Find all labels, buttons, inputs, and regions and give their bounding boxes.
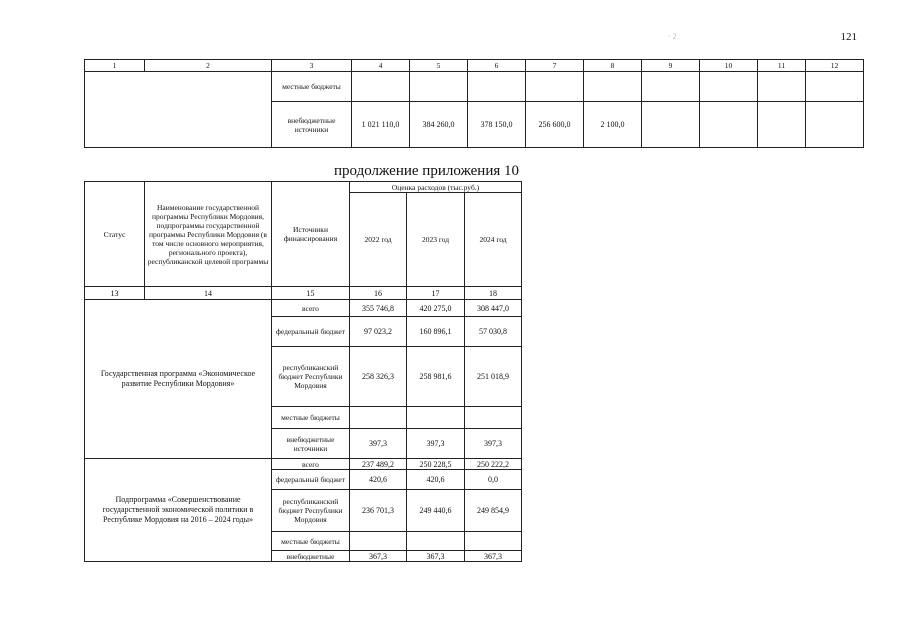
empty-merged-cell — [85, 72, 272, 148]
year-header: 2023 год — [407, 193, 465, 287]
col-number: 11 — [758, 60, 806, 72]
col-number: 10 — [700, 60, 758, 72]
value-cell — [700, 102, 758, 148]
col-number: 5 — [410, 60, 468, 72]
value-cell — [352, 72, 410, 102]
value-cell — [350, 532, 407, 551]
source-cell: местные бюджеты — [272, 532, 350, 551]
source-cell: всего — [272, 300, 350, 317]
source-cell: федеральный бюджет — [272, 470, 350, 490]
col-number: 1 — [85, 60, 145, 72]
name-header: Наименование государственной программы Республики Мордовия, подпрограммы государственной программы Республики Мордовия (в том числе основного мероприятия, регионального проекта), республиканской целевой программы — [145, 182, 272, 287]
value-cell: 250 222,2 — [465, 459, 522, 470]
value-cell — [806, 72, 864, 102]
value-cell: 367,3 — [350, 551, 407, 562]
value-cell — [407, 532, 465, 551]
col-number: 16 — [350, 287, 407, 300]
value-cell — [468, 72, 526, 102]
value-cell: 1 021 110,0 — [352, 102, 410, 148]
page-number: 121 — [840, 31, 857, 43]
source-cell: федеральный бюджет — [272, 317, 350, 347]
col-number-row — [85, 287, 522, 300]
top-table — [84, 59, 864, 148]
source-cell: всего — [272, 459, 350, 470]
value-cell — [465, 407, 522, 429]
value-cell: 57 030,8 — [465, 317, 522, 347]
col-number: 12 — [806, 60, 864, 72]
program-name-cell: Государственная программа «Экономическое развитие Республики Мордовия» — [85, 300, 272, 459]
value-cell — [350, 407, 407, 429]
subprogram-name-cell: Подпрограмма «Совершенствование государственной экономической политики в Республике Мордовия на 2016 – 2024 годы» — [85, 459, 272, 562]
value-cell — [407, 407, 465, 429]
col-number: 3 — [272, 60, 352, 72]
continuation-title: продолжение приложения 10 — [334, 163, 519, 179]
status-header: Статус — [85, 182, 145, 287]
col-number: 15 — [272, 287, 350, 300]
source-cell: республиканский бюджет Республики Мордовия — [272, 490, 350, 532]
value-cell: 420,6 — [407, 470, 465, 490]
main-table — [84, 181, 522, 562]
source-cell: внебюджетные источники — [272, 429, 350, 459]
value-cell — [642, 102, 700, 148]
year-header: 2024 год — [465, 193, 522, 287]
year-header: 2022 год — [350, 193, 407, 287]
col-number: 8 — [584, 60, 642, 72]
value-cell — [758, 102, 806, 148]
value-cell — [465, 532, 522, 551]
value-cell: 258 326,3 — [350, 347, 407, 407]
table-row — [85, 72, 864, 102]
value-cell: 97 023,2 — [350, 317, 407, 347]
value-cell — [642, 72, 700, 102]
top-table-header-row — [85, 60, 864, 72]
source-cell: республиканский бюджет Республики Мордовия — [272, 347, 350, 407]
source-cell: внебюджетные — [272, 551, 350, 562]
value-cell: 236 701,3 — [350, 490, 407, 532]
value-cell: 250 228,5 — [407, 459, 465, 470]
table-row — [85, 300, 522, 317]
value-cell — [700, 72, 758, 102]
value-cell — [758, 72, 806, 102]
value-cell: 2 100,0 — [584, 102, 642, 148]
col-number: 9 — [642, 60, 700, 72]
value-cell — [806, 102, 864, 148]
value-cell: 378 150,0 — [468, 102, 526, 148]
main-header-row — [85, 182, 522, 193]
value-cell — [526, 72, 584, 102]
value-cell — [584, 72, 642, 102]
value-cell: 0,0 — [465, 470, 522, 490]
value-cell: 256 600,0 — [526, 102, 584, 148]
estimate-header: Оценка расходов (тыс.руб.) — [350, 182, 522, 193]
value-cell: 308 447,0 — [465, 300, 522, 317]
value-cell: 237 489,2 — [350, 459, 407, 470]
value-cell: 420 275,0 — [407, 300, 465, 317]
col-number: 17 — [407, 287, 465, 300]
value-cell: 397,3 — [407, 429, 465, 459]
value-cell: 258 981,6 — [407, 347, 465, 407]
source-cell: местные бюджеты — [272, 407, 350, 429]
value-cell — [410, 72, 468, 102]
stray-mark: · 2 — [668, 32, 677, 41]
value-cell: 384 260,0 — [410, 102, 468, 148]
value-cell: 249 854,9 — [465, 490, 522, 532]
value-cell: 420,6 — [350, 470, 407, 490]
col-number: 6 — [468, 60, 526, 72]
table-row — [85, 459, 522, 470]
value-cell: 160 896,1 — [407, 317, 465, 347]
value-cell: 355 746,8 — [350, 300, 407, 317]
col-number: 7 — [526, 60, 584, 72]
value-cell: 397,3 — [350, 429, 407, 459]
sources-header: Источники финансирования — [272, 182, 350, 287]
source-cell: местные бюджеты — [272, 72, 352, 102]
value-cell: 367,3 — [407, 551, 465, 562]
col-number: 18 — [465, 287, 522, 300]
col-number: 4 — [352, 60, 410, 72]
col-number: 2 — [145, 60, 272, 72]
value-cell: 367,3 — [465, 551, 522, 562]
value-cell: 249 440,6 — [407, 490, 465, 532]
value-cell: 397,3 — [465, 429, 522, 459]
col-number: 13 — [85, 287, 145, 300]
value-cell: 251 018,9 — [465, 347, 522, 407]
col-number: 14 — [145, 287, 272, 300]
source-cell: внебюджетные источники — [272, 102, 352, 148]
